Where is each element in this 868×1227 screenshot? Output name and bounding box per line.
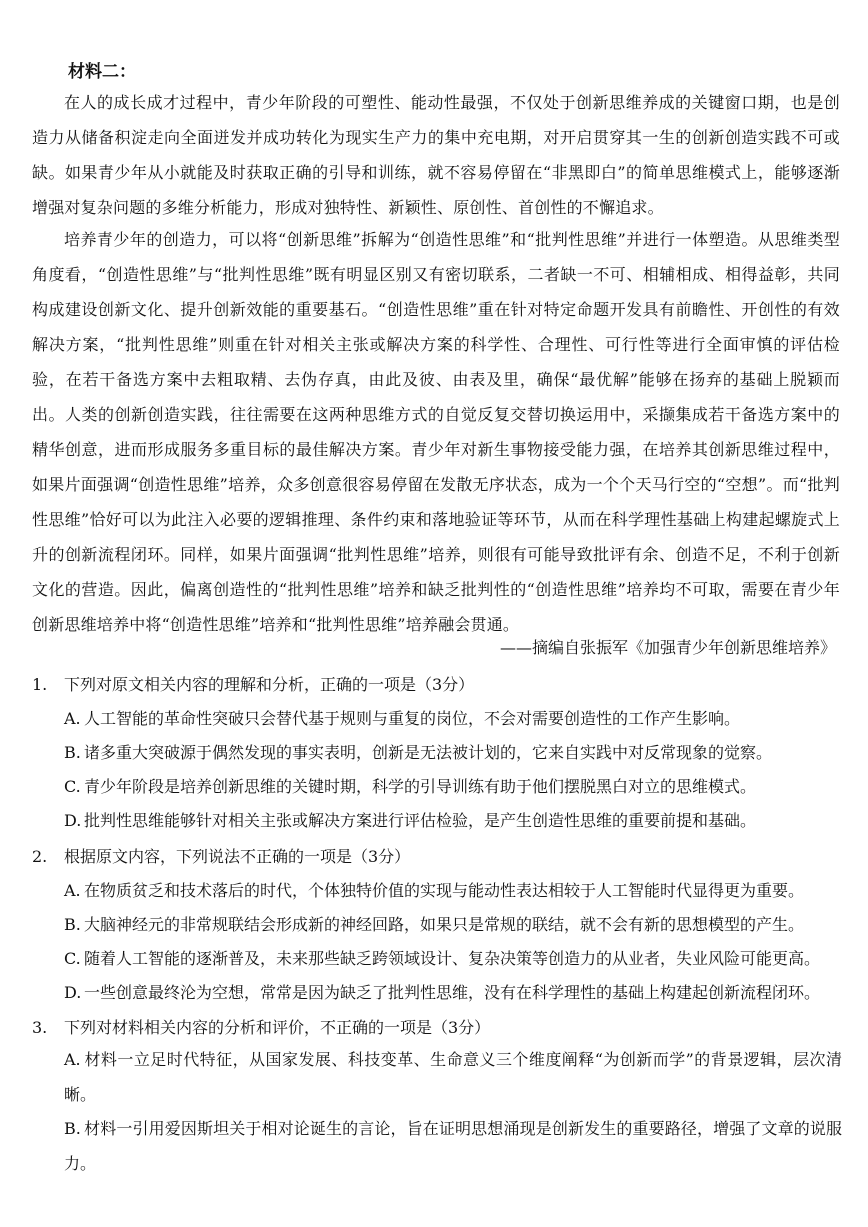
option-text: 大脑神经元的非常规联结会形成新的神经回路，如果只是常规的联结，就不会有新的思想模型的产生。 (84, 915, 805, 934)
option-text: 批判性思维能够针对相关主张或解决方案进行评估检验，是产生创造性思维的重要前提和基础。 (84, 811, 757, 830)
question-1-option-b[interactable] (64, 735, 842, 770)
question-1-option-d[interactable] (64, 803, 842, 838)
option-text: 材料一引用爱因斯坦关于相对论诞生的言论，旨在证明思想涌现是创新发生的重要路径，增强了文章的说服力。 (64, 1119, 842, 1173)
option-key: B. (64, 743, 81, 762)
option-text: 在物质贫乏和技术落后的时代，个体独特价值的实现与能动性表达相较于人工智能时代显得更为重要。 (84, 881, 805, 900)
source-citation: ——摘编自张振军《加强青少年创新思维培养》 (499, 638, 836, 657)
question-1-stem (32, 673, 474, 697)
material-heading: 材料二： (68, 62, 136, 82)
paragraph-2: 培养青少年的创造力，可以将“创新思维”拆解为“创造性思维”和“批判性思维”并进行一体塑造。从思维类型角度看，“创造性思维”与“批判性思维”既有明显区别又有密切联系，二者缺一不可、相辅相成、相得益彰，共同构成建设创新文化、提升创新效能的重要基石。“创造性思维”重在针对特定命题开发具有前瞻性、开创性的有效解决方案，“批判性思维”则重在针对相关主张或解决方案的科学性、合理性、可行性等进行全面审慎的评估检验，在若干备选方案中去粗取精、去伪存真，由此及彼、由表及里，确保“最优解”能够在扬弃的基础上脱颖而出。人类的创新创造实践，往往需要在这两种思维方式的自觉反复交替切换运用中，采撷集成若干备选方案中的精华创意，进而形成服务多重目标的最佳解决方案。青少年对新生事物接受能力强，在培养其创新思维过程中，如果片面强调“创造性思维”培养，众多创意很容易停留在发散无序状态，成为一个个天马行空的“空想”。而“批判性思维”恰好可以为此注入必要的逻辑推理、条件约束和落地验证等环节，从而在科学理性基础上构建起螺旋式上升的创新流程闭环。同样，如果片面强调“批判性思维”培养，则很有可能导致批评有余、创造不足，不利于创新文化的营造。因此，偏离创造性的“批判性思维”培养和缺乏批判性的“创造性思维”培养均不可取，需要在青少年创新思维培养中将“创造性思维”培养和“批判性思维”培养融会贯通。 (32, 230, 840, 634)
question-2-option-c[interactable] (64, 941, 842, 976)
option-key: D. (64, 983, 82, 1002)
option-key: B. (64, 1119, 81, 1138)
paragraph-1: 在人的成长成才过程中，青少年阶段的可塑性、能动性最强，不仅处于创新思维养成的关键窗口期，也是创造力从储备积淀走向全面迸发并成功转化为现实生产力的集中充电期，对开启贯穿其一生的创新创造实践不可或缺。如果青少年从小就能及时获取正确的引导和训练，就不容易停留在“非黑即白”的简单思维模式上，能够逐渐增强对复杂问题的多维分析能力，形成对独特性、新颖性、原创性、首创性的不懈追求。 (32, 93, 840, 217)
question-number: 1. (32, 675, 48, 694)
question-1-option-c[interactable] (64, 769, 842, 804)
question-text: 根据原文内容，下列说法不正确的一项是（3分） (64, 847, 411, 866)
question-number: 2. (32, 847, 48, 866)
question-3-option-b[interactable] (64, 1111, 842, 1181)
option-text: 诸多重大突破源于偶然发现的事实表明，创新是无法被计划的，它来自实践中对反常现象的觉察。 (84, 743, 773, 762)
question-2-option-a[interactable] (64, 873, 842, 908)
option-key: D. (64, 811, 82, 830)
option-text: 人工智能的革命性突破只会替代基于规则与重复的岗位，不会对需要创造性的工作产生影响。 (84, 709, 741, 728)
option-key: C. (64, 949, 81, 968)
question-text: 下列对材料相关内容的分析和评价，不正确的一项是（3分） (64, 1018, 491, 1037)
option-key: A. (64, 709, 81, 728)
option-text: 青少年阶段是培养创新思维的关键时期，科学的引导训练有助于他们摆脱黑白对立的思维模式。 (84, 777, 757, 796)
option-key: B. (64, 915, 81, 934)
question-number: 3. (32, 1018, 48, 1037)
option-text: 随着人工智能的逐渐普及，未来那些缺乏跨领域设计、复杂决策等创造力的从业者，失业风险可能更高。 (84, 949, 821, 968)
option-text: 一些创意最终沦为空想，常常是因为缺乏了批判性思维，没有在科学理性的基础上构建起创新流程闭环。 (84, 983, 821, 1002)
option-text: 材料一立足时代特征，从国家发展、科技变革、生命意义三个维度阐释“为创新而学”的背景逻辑，层次清晰。 (64, 1050, 842, 1104)
question-3-stem (32, 1016, 490, 1040)
question-3-option-a[interactable] (64, 1042, 842, 1112)
question-1-option-a[interactable] (64, 701, 842, 736)
question-2-stem (32, 845, 410, 869)
option-key: C. (64, 777, 81, 796)
option-key: A. (64, 881, 81, 900)
question-2-option-d[interactable] (64, 975, 842, 1010)
question-text: 下列对原文相关内容的理解和分析，正确的一项是（3分） (64, 675, 475, 694)
option-key: A. (64, 1050, 81, 1069)
question-2-option-b[interactable] (64, 907, 842, 942)
